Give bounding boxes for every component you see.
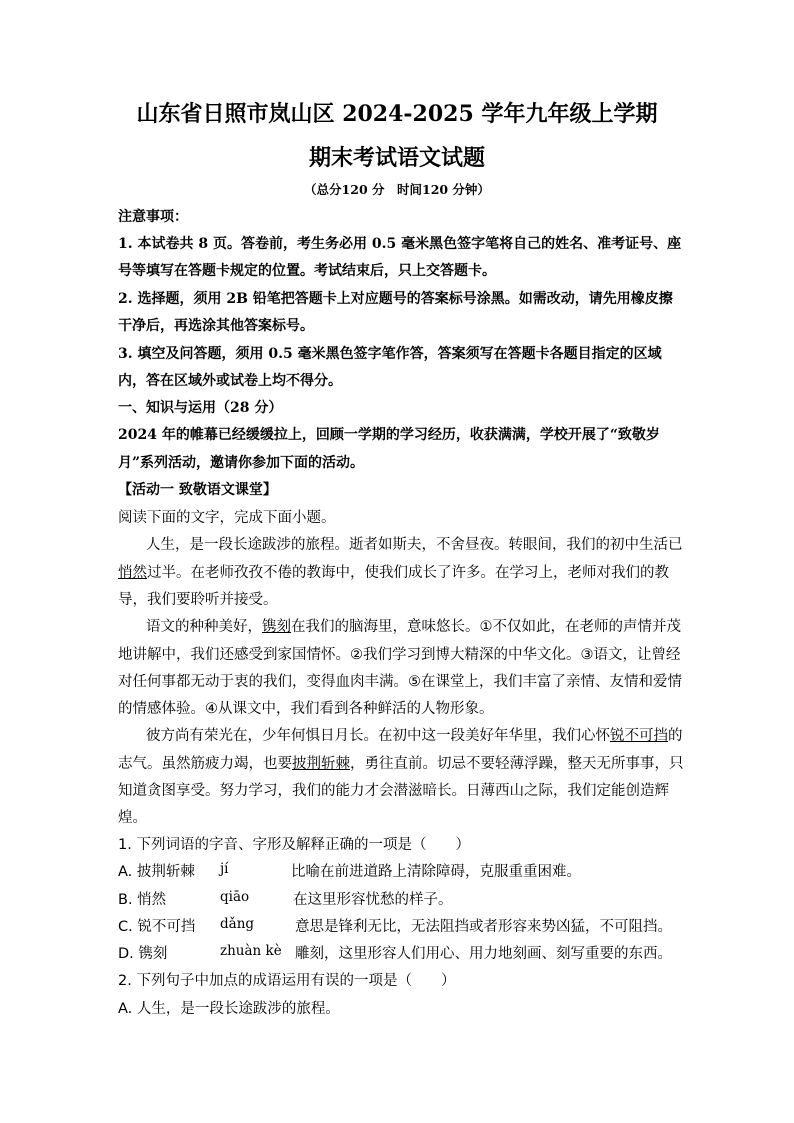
underlined-word: 镌刻 — [262, 619, 291, 635]
reading-instruction: 阅读下面的文字，完成下面小题。 — [118, 510, 336, 526]
passage-p1-line2: 悄然过半。在老师孜孜不倦的教诲中，使我们成长了许多。在学习上，老师对我们的教 — [118, 565, 669, 581]
q1-option-c-desc: 意思是锋利无比，无法阻挡或者形容来势凶猛，不可阻挡。 — [295, 919, 672, 935]
note-2b: 干净后，再选涂其他答案标号。 — [118, 318, 314, 334]
section1-heading: 一、知识与运用（28 分） — [118, 400, 283, 416]
q1-option-d-desc: 雕刻，这里形容人们用心、用力地刻画、刻写重要的东西。 — [295, 946, 672, 962]
passage-p3-line1: 彼方尚有荣光在，少年何惧日月长。在初中这一段美好年华里，我们心怀锐不可挡的 — [146, 728, 683, 744]
passage-p3-line3: 知道贪图享受。努力学习，我们的能力才会潜滋暗长。日薄西山之际，我们定能创造辉 — [118, 783, 669, 799]
passage-p2-line2: 地讲解中，我们还感受到家国情怀。②我们学习到博大精深的中华文化。③语文，让曾经 — [118, 647, 681, 663]
notes-heading: 注意事项： — [118, 209, 188, 225]
activity1-heading: 【活动一 致敬语文课堂】 — [118, 482, 277, 498]
passage-p1-line1: 人生，是一段长途跋涉的旅程。逝者如斯夫，不舍昼夜。转眼间，我们的初中生活已 — [146, 537, 683, 553]
passage-p2-line3: 对任何事都无动于衷的我们，变得血肉丰满。⑤在课堂上，我们丰富了亲情、友情和爱情 — [118, 674, 682, 690]
q1-option-b-label: B. 悄然 — [118, 892, 167, 908]
q1-option-a-pinyin: jí — [220, 861, 229, 877]
passage-p1-line3: 导，我们要聆听并接受。 — [118, 592, 278, 608]
section1-intro-b: 月”系列活动，邀请你参加下面的活动。 — [118, 455, 365, 471]
passage-p2-line4: 的情感体验。④从课文中，我们看到各种鲜活的人物形象。 — [118, 701, 494, 717]
note-3b: 内，答在区域外或试卷上均不得分。 — [118, 373, 342, 389]
question-2-stem: 2. 下列句子中加点的成语运用有误的一项是（ ） — [118, 973, 456, 989]
q1-option-c-label: C. 锐不可挡 — [118, 919, 196, 935]
q2-option-a: A. 人生，是一段长途跋涉的旅程。 — [118, 1001, 340, 1017]
q1-option-d-label: D. 镌刻 — [118, 946, 168, 962]
note-3a: 3. 填空及问答题，须用 0.5 毫米黑色签字笔作答，答案须写在答题卡各题目指定的区域 — [118, 346, 662, 362]
section1-intro-a: 2024 年的帷幕已经缓缓拉上，回顾一学期的学习经历，收获满满，学校开展了“致敬岁 — [118, 427, 660, 443]
passage-p2-line1: 语文的种种美好，镌刻在我们的脑海里，意味悠长。①不仅如此，在老师的声情并茂 — [146, 619, 681, 635]
q1-option-a-label: A. 披荆斩棘 — [118, 864, 195, 880]
exam-subtitle: （总分120 分 时间120 分钟） — [304, 182, 490, 197]
note-1b: 号等填写在答题卡规定的位置。考试结束后，只上交答题卡。 — [118, 263, 496, 279]
note-1a: 1. 本试卷共 8 页。答卷前，考生务必用 0.5 毫米黑色签字笔将自己的姓名、准考证号、座 — [118, 236, 682, 252]
note-2a: 2. 选择题，须用 2B 铅笔把答题卡上对应题号的答案标号涂黑。如需改动，请先用橡皮擦 — [118, 291, 673, 307]
underlined-word: 披荆斩棘 — [292, 756, 350, 772]
q1-option-b-pinyin: qiāo — [220, 889, 250, 905]
exam-title-line1: 山东省日照市岚山区 2024-2025 学年九年级上学期 — [136, 101, 658, 127]
q1-option-a-desc: 比喻在前进道路上清除障碍，克服重重困难。 — [291, 864, 581, 880]
underlined-word: 悄然 — [118, 565, 147, 581]
exam-title-line2: 期末考试语文试题 — [308, 145, 485, 171]
q1-option-c-pinyin: dǎng — [220, 916, 255, 932]
q1-option-b-desc: 在这里形容忧愁的样子。 — [293, 892, 453, 908]
q1-option-d-pinyin: zhuàn kè — [220, 943, 282, 959]
underlined-word: 锐不可挡 — [610, 728, 668, 744]
question-1-stem: 1. 下列词语的字音、字形及解释正确的一项是（ ） — [118, 837, 470, 853]
passage-p3-line4: 煌。 — [118, 810, 147, 826]
passage-p3-line2: 志气。虽然筋疲力竭，也要披荆斩棘，勇往直前。切忌不要轻薄浮躁，整天无所事事，只 — [118, 756, 684, 772]
